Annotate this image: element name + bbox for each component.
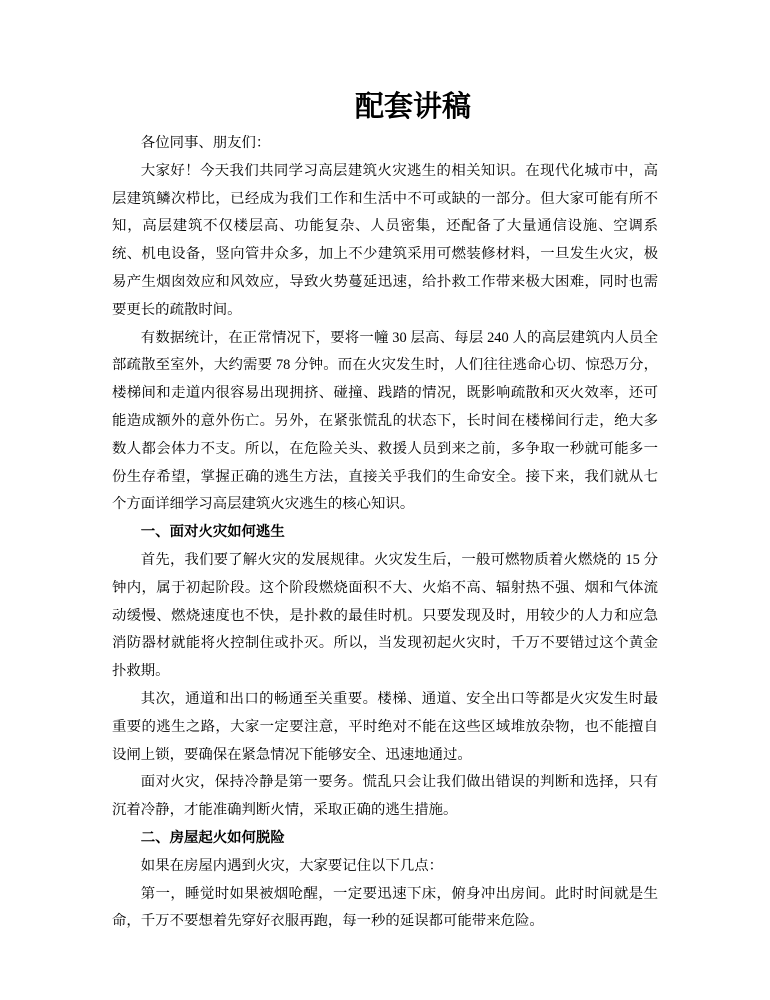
paragraph: 第一，睡觉时如果被烟呛醒，一定要迅速下床，俯身冲出房间。此时时间就是生命，千万不要想着先穿好衣服再跑，每一秒的延误都可能带来危险。 [112,885,658,930]
paragraph: 有数据统计，在正常情况下，要将一幢 30 层高、每层 240 人的高层建筑内人员全部疏散至室外，大约需要 78 分钟。而在火灾发生时，人们往往逃命心切、惊恐万分，楼梯间和走道内很容易出现拥挤、碰撞、践踏的情况，既影响疏散和灭火效率，还可能造成额外的意外伤亡。另外，在紧张慌乱的状态下，长时间在楼梯间行走，绝大多数人都会体力不支。所以，在危险关头、救援人员到来之前，多争取一秒就可能多一份生存希望，掌握正确的逃生方法，直接关乎我们的生命安全。接下来，我们就从七个方面详细学习高层建筑火灾逃生的核心知识。 [112,329,658,513]
document-title: 配套讲稿 [354,91,471,123]
document-body [112,130,658,936]
section-heading: 二、房屋起火如何脱险 [140,829,285,846]
section-heading: 一、面对火灾如何逃生 [140,524,285,541]
paragraph: 大家好！今天我们共同学习高层建筑火灾逃生的相关知识。在现代化城市中，高层建筑鳞次栉比，已经成为我们工作和生活中不可或缺的一部分。但大家可能有所不知，高层建筑不仅楼层高、功能复杂、人员密集，还配备了大量通信设施、空调系统、机电设备，竖向管井众多，加上不少建筑采用可燃装修材料，一旦发生火灾，极易产生烟囱效应和风效应，导致火势蔓延迅速，给扑救工作带来极大困难，同时也需要更长的疏散时间。 [112,162,658,318]
paragraph: 其次，通道和出口的畅通至关重要。楼梯、通道、安全出口等都是火灾发生时最重要的逃生之路，大家一定要注意，平时绝对不能在这些区域堆放杂物，也不能擅自设闸上锁，要确保在紧急情况下能够安全、迅速地通过。 [112,690,658,763]
paragraph: 各位同事、朋友们： [140,135,271,151]
paragraph: 首先，我们要了解火灾的发展规律。火灾发生后，一般可燃物质着火燃烧的 15 分钟内，属于初起阶段。这个阶段燃烧面积不大、火焰不高、辐射热不强、烟和气体流动缓慢、燃烧速度也不快，是扑救的最佳时机。只要发现及时，用较少的人力和应急消防器材就能将火控制住或扑灭。所以，当发现初起火灾时，千万不要错过这个黄金扑救期。 [112,551,658,680]
paragraph: 面对火灾，保持冷静是第一要务。慌乱只会让我们做出错误的判断和选择，只有沉着冷静，才能准确判断火情，采取正确的逃生措施。 [112,774,658,819]
paragraph: 如果在房屋内遇到火灾，大家要记住以下几点： [140,857,444,874]
